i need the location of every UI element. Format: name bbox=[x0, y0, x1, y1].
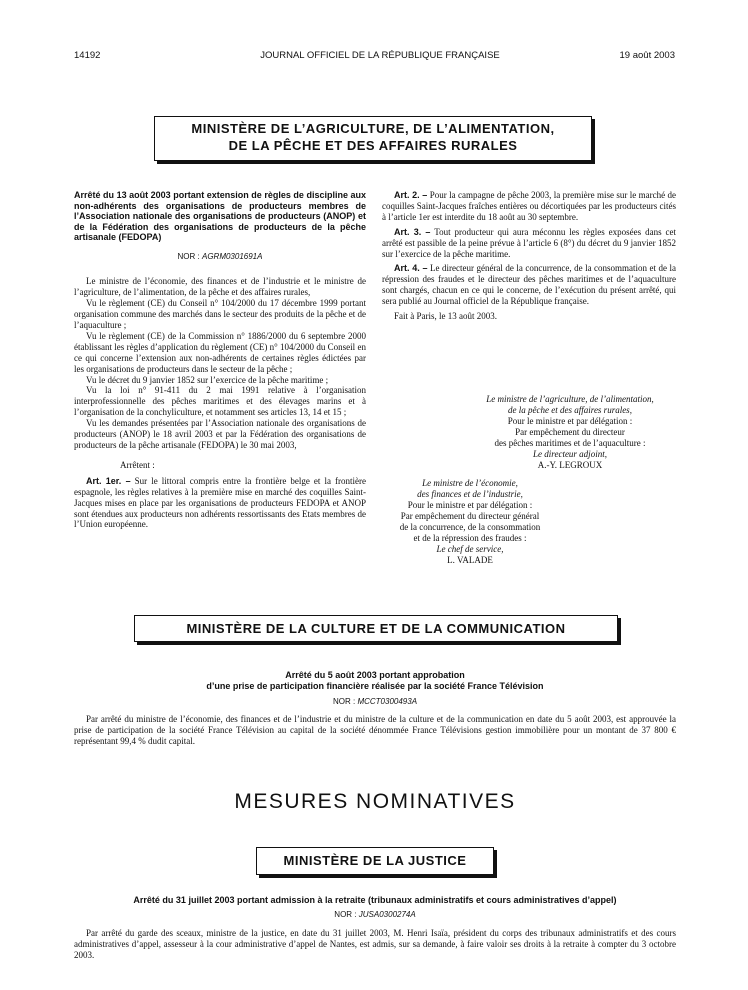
left-column bbox=[74, 190, 366, 530]
nor-label: NOR : bbox=[177, 251, 200, 261]
signature-line: Pour le ministre et par délégation : bbox=[507, 416, 633, 426]
nor-label: NOR : bbox=[332, 697, 356, 706]
arrete-title-1: Arrêté du 13 août 2003 portant extension de règles de discipline aux non-adhérents des organisations de producteurs membres de l’Association nationale des organisations de producteurs (ANOP) et de la Fédération des organisations de producteurs de la pêche artisanale (FEDOPA) bbox=[74, 190, 366, 242]
signature-line: Le ministre de l’agriculture, de l’alimentation, bbox=[486, 394, 654, 404]
ministry-box-agriculture bbox=[154, 116, 592, 161]
article-2 bbox=[382, 190, 676, 223]
article-4-text: Le directeur général de la concurrence, de la consommation et de la répression des fraudes et le directeur des pêches maritimes et de l’aquaculture sont chargés, chacun en ce qui le concerne, de l’exécution du présent arrêté, qui sera publié au Journal officiel de la République française. bbox=[382, 263, 677, 307]
signature-line: Pour le ministre et par délégation : bbox=[407, 500, 533, 510]
nor-line-1 bbox=[74, 252, 366, 263]
ministry-line-1: MINISTÈRE DE L’AGRICULTURE, DE L’ALIMENTATION, bbox=[191, 121, 555, 136]
ministry-box-justice: MINISTÈRE DE LA JUSTICE bbox=[256, 847, 494, 875]
ministry-box-culture: MINISTÈRE DE LA CULTURE ET DE LA COMMUNICATION bbox=[134, 615, 618, 642]
arrete-title-2-line-1: Arrêté du 5 août 2003 portant approbation bbox=[285, 670, 465, 680]
arretent: Arrêtent : bbox=[120, 459, 155, 470]
signature-block-agriculture bbox=[460, 394, 680, 471]
fait-a-paris: Fait à Paris, le 13 août 2003. bbox=[394, 311, 497, 322]
article-2-label: Art. 2. – bbox=[394, 190, 428, 200]
signature-block-economie bbox=[380, 478, 560, 566]
ministry-line-2: DE LA PÊCHE ET DES AFFAIRES RURALES bbox=[228, 138, 518, 153]
article-4 bbox=[382, 263, 676, 307]
arrete-title-3: Arrêté du 31 juillet 2003 portant admission à la retraite (tribunaux administratifs et cours administratives d’appel) bbox=[133, 895, 617, 905]
journal-title: JOURNAL OFFICIEL DE LA RÉPUBLIQUE FRANÇAISE bbox=[260, 50, 500, 61]
nor-code: AGRM0301691A bbox=[201, 251, 263, 261]
culture-body bbox=[74, 714, 676, 747]
article-3-text: Tout producteur qui aura méconnu les règles exposées dans cet arrêté est passible de la peine prévue à l’article 6 (8°) du décret du 9 janvier 1852 sur l’exercice de la pêche maritime. bbox=[382, 226, 677, 259]
article-2-text: Pour la campagne de pêche 2003, la première mise sur le marché de coquilles Saint-Jacques fraîches entières ou décortiquées par les producteurs cités à l’article 1er est interdite du 18 août au 30 septembre. bbox=[382, 190, 676, 222]
justice-paragraph: Par arrêté du garde des sceaux, ministre de la justice, en date du 31 juillet 2003, M. Henri Isaïa, président du corps des tribunaux administratifs et des cours administratives d’appel, assesseur à la cour administrative d’appel de Nantes, est admis, sur sa demande, à faire valoir ses droits à la retraite à compter du 3 octobre 2003. bbox=[74, 928, 676, 960]
article-1-label: Art. 1er. – bbox=[86, 475, 131, 486]
visa-paragraph: Vu les demandes présentées par l’Association nationale des organisations de producteurs (ANOP) le 18 avril 2003 et par la Fédération des organisations de producteurs de la pêche artisanale (FEDOPA) le 30 mai 2003, bbox=[74, 418, 366, 450]
signature-line: des finances et de l’industrie, bbox=[417, 489, 523, 499]
signatory-name: A.-Y. LEGROUX bbox=[537, 460, 603, 470]
article-1-text: Sur le littoral compris entre la frontière belge et la frontière espagnole, les règles relatives à la première mise en marché des coquilles Saint-Jacques mises en place par les organisations de producteurs FEDOPA et ANOP sont étendues aux producteurs non adhérents ressortissants des Etats membres de l’Union européenne. bbox=[74, 475, 366, 530]
culture-paragraph: Par arrêté du ministre de l’économie, des finances et de l’industrie et du ministre de la culture et de la communication en date du 5 août 2003, est approuvée la prise de participation de la société France Télévision au capital de la société dénommée France Télévisions gestion immobilière pour un montant de 37 800 € représentant 99,4 % dudit capital. bbox=[74, 714, 676, 746]
justice-body bbox=[74, 928, 676, 961]
issue-date: 19 août 2003 bbox=[619, 50, 675, 61]
page-number: 14192 bbox=[74, 50, 101, 61]
signature-line: Le chef de service, bbox=[436, 544, 504, 554]
arrete-title-2-line-2: d’une prise de participation financière réalisée par la société France Télévision bbox=[206, 680, 544, 691]
signature-line: Par empêchement du directeur bbox=[515, 427, 625, 437]
signature-line: Le directeur adjoint, bbox=[533, 449, 607, 459]
arrete-title-2 bbox=[74, 670, 676, 691]
article-3 bbox=[382, 227, 676, 260]
mesures-nominatives-heading: MESURES NOMINATIVES bbox=[234, 790, 516, 813]
preamble-paragraph: Le ministre de l’économie, des finances et de l’industrie et le ministre de l’agriculture, de l’alimentation, de la pêche et des affaires rurales, bbox=[74, 276, 366, 298]
nor-line-3 bbox=[74, 910, 676, 919]
signature-line: des pêches maritimes et de l’aquaculture : bbox=[494, 438, 646, 448]
nor-line-2 bbox=[74, 697, 676, 706]
article-3-label: Art. 3. – bbox=[394, 226, 431, 237]
nor-label: NOR : bbox=[334, 910, 357, 919]
right-column bbox=[382, 190, 676, 322]
nor-code: MCCT0300493A bbox=[357, 697, 418, 706]
visa-paragraph: Vu le règlement (CE) du Conseil n° 104/2000 du 17 décembre 1999 portant organisation commune des marchés dans le secteur des produits de la pêche et de l’aquaculture ; bbox=[74, 298, 366, 331]
signatory-name: L. VALADE bbox=[447, 555, 493, 565]
nor-code: JUSA0300274A bbox=[358, 910, 416, 919]
signature-line: Le ministre de l’économie, bbox=[422, 478, 518, 488]
article-1 bbox=[74, 476, 366, 531]
signature-line: de la pêche et des affaires rurales, bbox=[508, 405, 632, 415]
visa-paragraph: Vu le décret du 9 janvier 1852 sur l’exercice de la pêche maritime ; bbox=[86, 374, 329, 385]
visa-paragraph: Vu le règlement (CE) de la Commission n° 1886/2000 du 6 septembre 2000 établissant les règles d’application du règlement (CE) n° 104/2000 du Conseil en ce qui concerne l’extension aux non-adhérents de certaines règles édictées par les organisations de producteurs dans le secteur de la pêche ; bbox=[74, 330, 366, 374]
article-4-label: Art. 4. – bbox=[394, 263, 428, 274]
signature-line: et de la répression des fraudes : bbox=[413, 533, 527, 543]
signature-line: Par empêchement du directeur général bbox=[400, 511, 540, 521]
visa-paragraph: Vu la loi n° 91-411 du 2 mai 1991 relative à l’organisation interprofessionnelle des pêches maritimes et des élevages marins et à l’organisation de la conchyliculture, et notamment ses articles 13, 14 et 15 ; bbox=[74, 385, 366, 418]
signature-line: de la concurrence, de la consommation bbox=[399, 522, 541, 532]
